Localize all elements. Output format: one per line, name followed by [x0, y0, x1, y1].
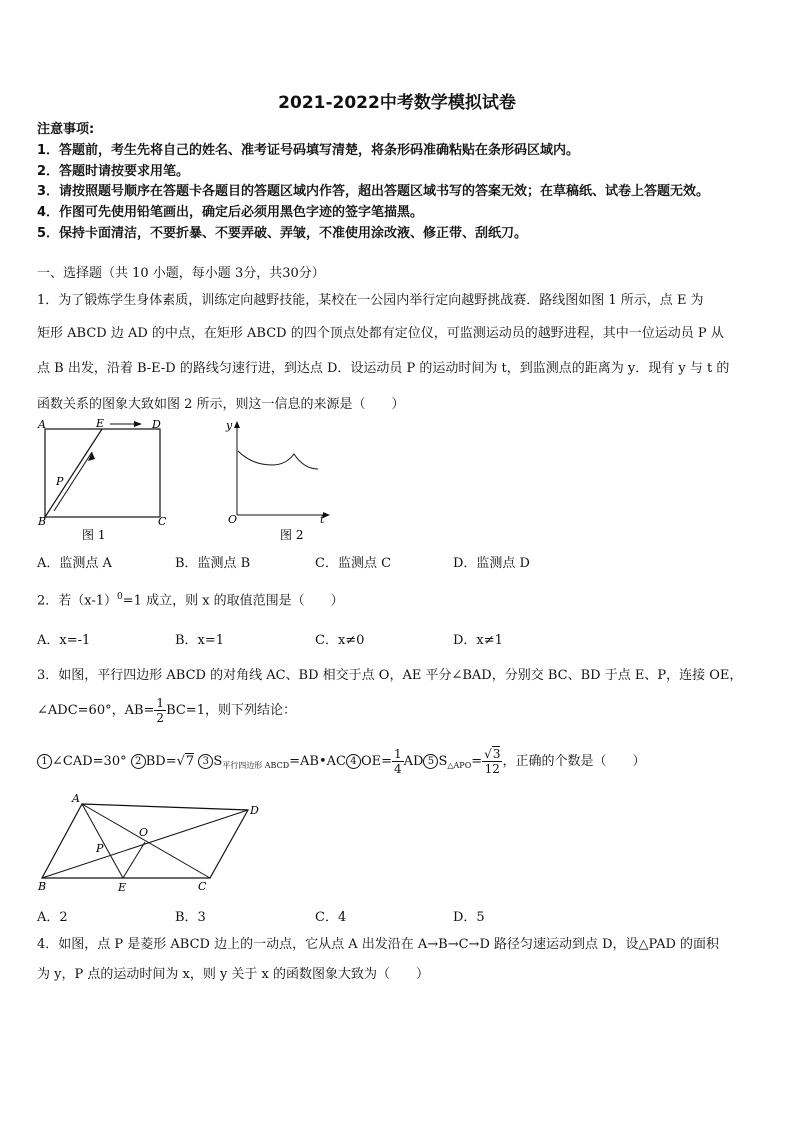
notice-item: 4．作图可先使用铅笔画出，确定后必须用黑色字迹的签字笔描黑。	[37, 205, 424, 220]
question-4-line: 为 y，P 点的运动时间为 x，则 y 关于 x 的函数图象大致为（ ）	[37, 967, 430, 982]
question-1-line: 点 B 出发，沿着 B-E-D 的路线匀速行进，到达点 D．设运动员 P 的运动时间为 t，到监测点的距离为 y．现有 y 与 t 的	[37, 361, 730, 376]
fig1-label-A: A	[38, 418, 46, 431]
fig3-label-A: A	[72, 792, 80, 805]
fig3-label-B: B	[38, 880, 47, 893]
fig3-label-E: E	[118, 881, 127, 894]
q1-option-a[interactable]: A．监测点 A	[37, 556, 112, 571]
fig2-caption: 图 2	[280, 528, 304, 542]
fraction-quarter: $\frac{1}{4}$	[394, 747, 402, 776]
question-1-line: 矩形 ABCD 边 AD 的中点，在矩形 ABCD 的四个顶点处都有定位仪，可监测运动员的越野进程，其中一位运动员 P 从	[37, 326, 724, 341]
question-3-line2	[37, 694, 296, 728]
conclusion-5-s: S	[438, 754, 448, 769]
q2-text-after: =1 成立，则 x 的取值范围是（ ）	[122, 593, 344, 609]
conclusion-4-pre: OE=	[360, 754, 393, 769]
question-1-line: 函数关系的图象大致如图 2 所示，则这一信息的来源是（ ）	[37, 397, 405, 412]
fig1-label-P: P	[56, 475, 64, 488]
q3-option-c[interactable]: C．4	[315, 910, 347, 925]
fig1-label-D: D	[152, 418, 161, 431]
conclusion-4-marker: 4	[346, 754, 361, 769]
q3-line2-post: BC=1，则下列结论：	[166, 703, 296, 718]
conclusion-2-pre: BD=	[145, 754, 177, 769]
section-heading: 一、选择题（共 10 小题，每小题 3分，共30分）	[37, 266, 325, 281]
conclusion-1-marker: 1	[37, 754, 52, 769]
fraction-half: $\frac{1}{2}$	[156, 696, 165, 725]
notice-item: 3．请按照题号顺序在答题卡各题目的答题区域内作答，超出答题区域书写的答案无效；在草稿纸、试卷上答题无效。	[37, 184, 710, 199]
conclusion-5-eq: =	[471, 754, 483, 769]
notice-item: 2．答题时请按要求用笔。	[37, 164, 190, 179]
question-3-line: 3．如图，平行四边形 ABCD 的对角线 AC、BD 相交于点 O，AE 平分∠BAD，分别交 BC、BD 于点 E、P，连接 OE，	[37, 668, 743, 683]
q3-option-d[interactable]: D．5	[453, 910, 485, 925]
fig3-label-D: D	[250, 804, 259, 817]
q3-option-a[interactable]: A．2	[37, 910, 68, 925]
conclusion-5-sub: △APO	[447, 761, 472, 770]
fig3-label-P: P	[96, 842, 104, 855]
fig3-label-O: O	[139, 826, 149, 839]
conclusion-4-post: AD	[403, 754, 424, 769]
conclusion-5-marker: 5	[423, 754, 438, 769]
q2-exponent: 0	[117, 592, 123, 602]
fig2-label-O: O	[228, 513, 238, 526]
fig1-label-C: C	[158, 515, 167, 528]
conclusion-2-marker: 2	[131, 754, 146, 769]
q1-option-d[interactable]: D．监测点 D	[453, 556, 530, 571]
conclusion-1: ∠CAD=30°	[52, 754, 127, 769]
fraction-sqrt3-over-12: $\frac{√3}{12}$	[484, 747, 501, 776]
q2-option-b[interactable]: B．x=1	[175, 633, 225, 648]
exam-title: 2021-2022中考数学模拟试卷	[278, 93, 516, 113]
q2-text-before: 2．若（x-1）	[37, 593, 118, 609]
q3-tail: ，正确的个数是（ ）	[502, 754, 646, 769]
q3-line2-pre: ∠ADC=60°，AB=	[37, 703, 155, 718]
question-3-conclusions: 1 ∠CAD=30° 2 BD=√7 3 $S_{平行四边形 ABCD}=AB•AC$ 4 OE= $\frac{1}{4}$ AD 5 $S_{\triangle APO}=$ $\frac{√3}{12}$ ，正确的个数是（ ）	[37, 742, 645, 786]
conclusion-3-marker: 3	[198, 754, 213, 769]
question-1-line: 1．为了锻炼学生身体素质，训练定向越野技能，某校在一公园内举行定向越野挑战赛．路线图如图 1 所示，点 E 为	[37, 293, 704, 308]
fig2-label-t: t	[320, 513, 325, 526]
q2-option-c[interactable]: C．x≠0	[315, 633, 365, 648]
notice-item: 5．保持卡面清洁，不要折暴、不要弄破、弄皱，不准使用涂改液、修正带、刮纸刀。	[37, 226, 528, 241]
q3-option-b[interactable]: B．3	[175, 910, 206, 925]
fig1-label-B: B	[38, 515, 47, 528]
question-4-line: 4．如图，点 P 是菱形 ABCD 边上的一动点，它从点 A 出发沿在 A→B→C→D 路径匀速运动到点 D，设△PAD 的面积	[37, 937, 720, 952]
figure-parallelogram	[30, 790, 270, 900]
fig1-caption: 图 1	[82, 528, 106, 542]
figure-2-graph	[222, 415, 337, 545]
fig1-label-E: E	[96, 417, 105, 430]
q2-option-d[interactable]: D．x≠1	[453, 633, 503, 648]
conclusion-3-post: =AB•AC	[289, 754, 346, 769]
figure-1-rectangle	[30, 415, 180, 545]
fig3-label-C: C	[198, 880, 207, 893]
notice-heading: 注意事项:	[37, 122, 95, 137]
q2-option-a[interactable]: A．x=-1	[37, 633, 91, 648]
notice-item: 1．答题前，考生先将自己的姓名、准考证号码填写清楚，将条形码准确粘贴在条形码区域内。	[37, 143, 580, 158]
q1-option-b[interactable]: B．监测点 B	[175, 556, 251, 571]
conclusion-3-sub: 平行四边形 ABCD	[222, 761, 290, 770]
conclusion-3-s: S	[213, 754, 223, 769]
question-2	[37, 589, 344, 609]
fig2-label-y: y	[226, 419, 233, 432]
conclusion-2-radicand: 7	[185, 754, 195, 769]
q1-option-c[interactable]: C．监测点 C	[315, 556, 392, 571]
